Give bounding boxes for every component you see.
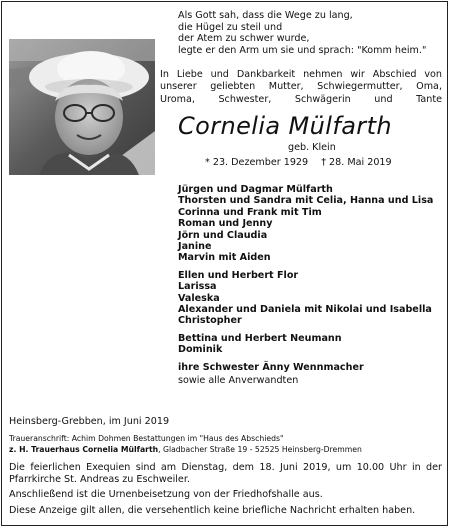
mourners-closing: sowie alle Anverwandten: [178, 375, 299, 387]
poem-line: die Hügel zu steil und: [178, 21, 283, 33]
mourner-line: Dominik: [178, 344, 223, 356]
deceased-name: Cornelia Mülfarth: [178, 112, 392, 140]
mourner-line: Christopher: [178, 315, 242, 327]
intro-line: Uroma, Schwester, Schwägerin und Tante: [160, 93, 442, 105]
poem-line: legte er den Arm um sie und sprach: "Komm heim.": [178, 45, 427, 57]
mourner-line: Jürgen und Dagmar Mülfarth: [178, 184, 333, 195]
mourner-line: Roman und Jenny: [178, 218, 273, 230]
poem-verse: [178, 10, 443, 57]
address-line: Traueranschrift: Achim Dohmen Bestattungen im "Haus des Abschieds": [9, 434, 284, 443]
mourner-line: Janine: [178, 241, 212, 253]
poem-line: der Atem zu schwer wurde,: [178, 33, 310, 45]
portrait-photo: [9, 39, 155, 175]
mourner-line: ihre Schwester Änny Wennmacher: [178, 361, 364, 373]
place-date: Heinsberg-Grebben, im Juni 2019: [9, 416, 170, 427]
mourner-group: [178, 184, 443, 264]
address-bold: z. H. Trauerhaus Cornelia Mülfarth: [9, 444, 159, 454]
portrait-photo-image: [9, 39, 155, 175]
mourner-line: Corinna und Frank mit Tim: [178, 206, 322, 218]
mourner-line: Thorsten und Sandra mit Celia, Hanna und Lisa: [178, 195, 434, 207]
mourner-line: Jörn und Claudia: [178, 229, 268, 241]
life-dates: [205, 157, 392, 168]
mourner-line: Bettina und Herbert Neumann: [178, 332, 342, 344]
notice-line: Pfarrkirche St. Andreas zu Eschweiler.: [9, 473, 190, 485]
mourners-list: [178, 184, 443, 387]
mourner-group: [178, 270, 443, 327]
mourner-line: Larissa: [178, 281, 217, 293]
poem-line: Als Gott sah, dass die Wege zu lang,: [178, 10, 353, 21]
notice-paragraph: Diese Anzeige gilt allen, die versehentlich keine briefliche Nachricht erhalten haben.: [9, 504, 416, 516]
mourner-group: [178, 333, 443, 356]
mourner-line: Ellen und Herbert Flor: [178, 269, 299, 281]
notice-line: Die feierlichen Exequien sind am Dienstag, dem 18. Juni 2019, um 10.00 Uhr in der: [9, 462, 442, 473]
mourner-line: Valeska: [178, 292, 220, 304]
notice-paragraph: Anschließend ist die Urnenbeisetzung von der Friedhofshalle aus.: [9, 489, 323, 501]
mourner-line: Marvin mit Aiden: [178, 252, 271, 264]
notice-paragraph: [9, 462, 442, 485]
address-rest: , Gladbacher Straße 19 - 52525 Heinsberg-Dremmen: [158, 444, 362, 454]
service-notice: [9, 462, 442, 516]
death-date: † 28. Mai 2019: [321, 157, 392, 168]
mourning-address: [9, 434, 444, 455]
address-line: [9, 445, 444, 456]
mourner-group: [178, 362, 443, 373]
birth-name: geb. Klein: [288, 142, 336, 153]
mourner-line: Alexander und Daniela mit Nikolai und Isabella: [178, 304, 432, 316]
intro-line: unserer geliebten Mutter, Schwiegermutter, Oma,: [160, 81, 442, 93]
intro-line: In Liebe und Dankbarkeit nehmen wir Abschied von: [160, 69, 442, 80]
farewell-intro: [160, 69, 442, 106]
birth-date: * 23. Dezember 1929: [205, 157, 309, 168]
